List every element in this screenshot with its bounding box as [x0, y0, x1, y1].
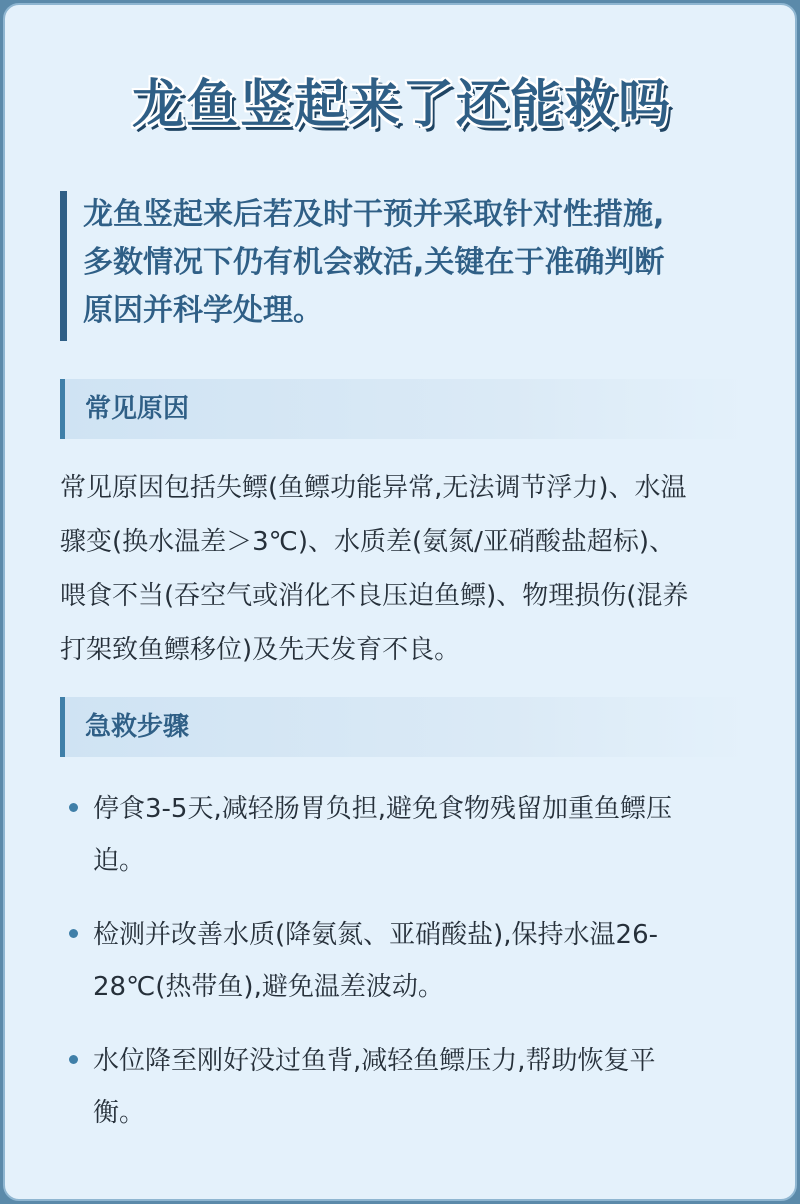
- section-heading-causes: [60, 379, 750, 439]
- paragraph-line: 打架致鱼鳔移位)及先天发育不良。: [60, 635, 461, 665]
- intro-line: 多数情况下仍有机会救活,关键在于准确判断: [83, 245, 665, 280]
- list-item-line: 28℃(热带鱼),避免温差波动。: [93, 972, 444, 1002]
- paragraph-line: 喂食不当(吞空气或消化不良压迫鱼鳔)、物理损伤(混养: [60, 581, 689, 611]
- section-heading-rescue: [60, 697, 750, 757]
- section-heading-label: 常见原因: [85, 394, 190, 424]
- paragraph-line: 骤变(换水温差＞3℃)、水质差(氨氮/亚硝酸盐超标)、: [60, 527, 676, 557]
- paragraph-line: 常见原因包括失鳔(鱼鳔功能异常,无法调节浮力)、水温: [60, 473, 687, 503]
- page-title: 龙鱼竖起来了还能救吗: [131, 75, 672, 135]
- bullet-dot-icon: [69, 803, 78, 812]
- list-item-line: 停食3-5天,减轻肠胃负担,避免食物残留加重鱼鳔压: [93, 794, 672, 824]
- list-item: [65, 1035, 765, 1139]
- article-card: [3, 3, 797, 1201]
- section-heading-label: 急救步骤: [85, 712, 190, 742]
- intro-line: 原因并科学处理。: [83, 293, 323, 328]
- list-item: [65, 909, 765, 1013]
- list-item-line: 衡。: [93, 1098, 146, 1128]
- intro-quote: [60, 191, 760, 341]
- causes-paragraph: [60, 461, 760, 677]
- list-item-line: 检测并改善水质(降氨氮、亚硝酸盐),保持水温26-: [93, 920, 659, 950]
- list-item: [65, 783, 765, 887]
- list-item-line: 水位降至刚好没过鱼背,减轻鱼鳔压力,帮助恢复平: [93, 1046, 656, 1076]
- intro-line: 龙鱼竖起来后若及时干预并采取针对性措施,: [83, 197, 665, 232]
- list-item-line: 迫。: [93, 846, 146, 876]
- bullet-dot-icon: [69, 1055, 78, 1064]
- rescue-steps-list: [65, 783, 765, 1161]
- bullet-dot-icon: [69, 929, 78, 938]
